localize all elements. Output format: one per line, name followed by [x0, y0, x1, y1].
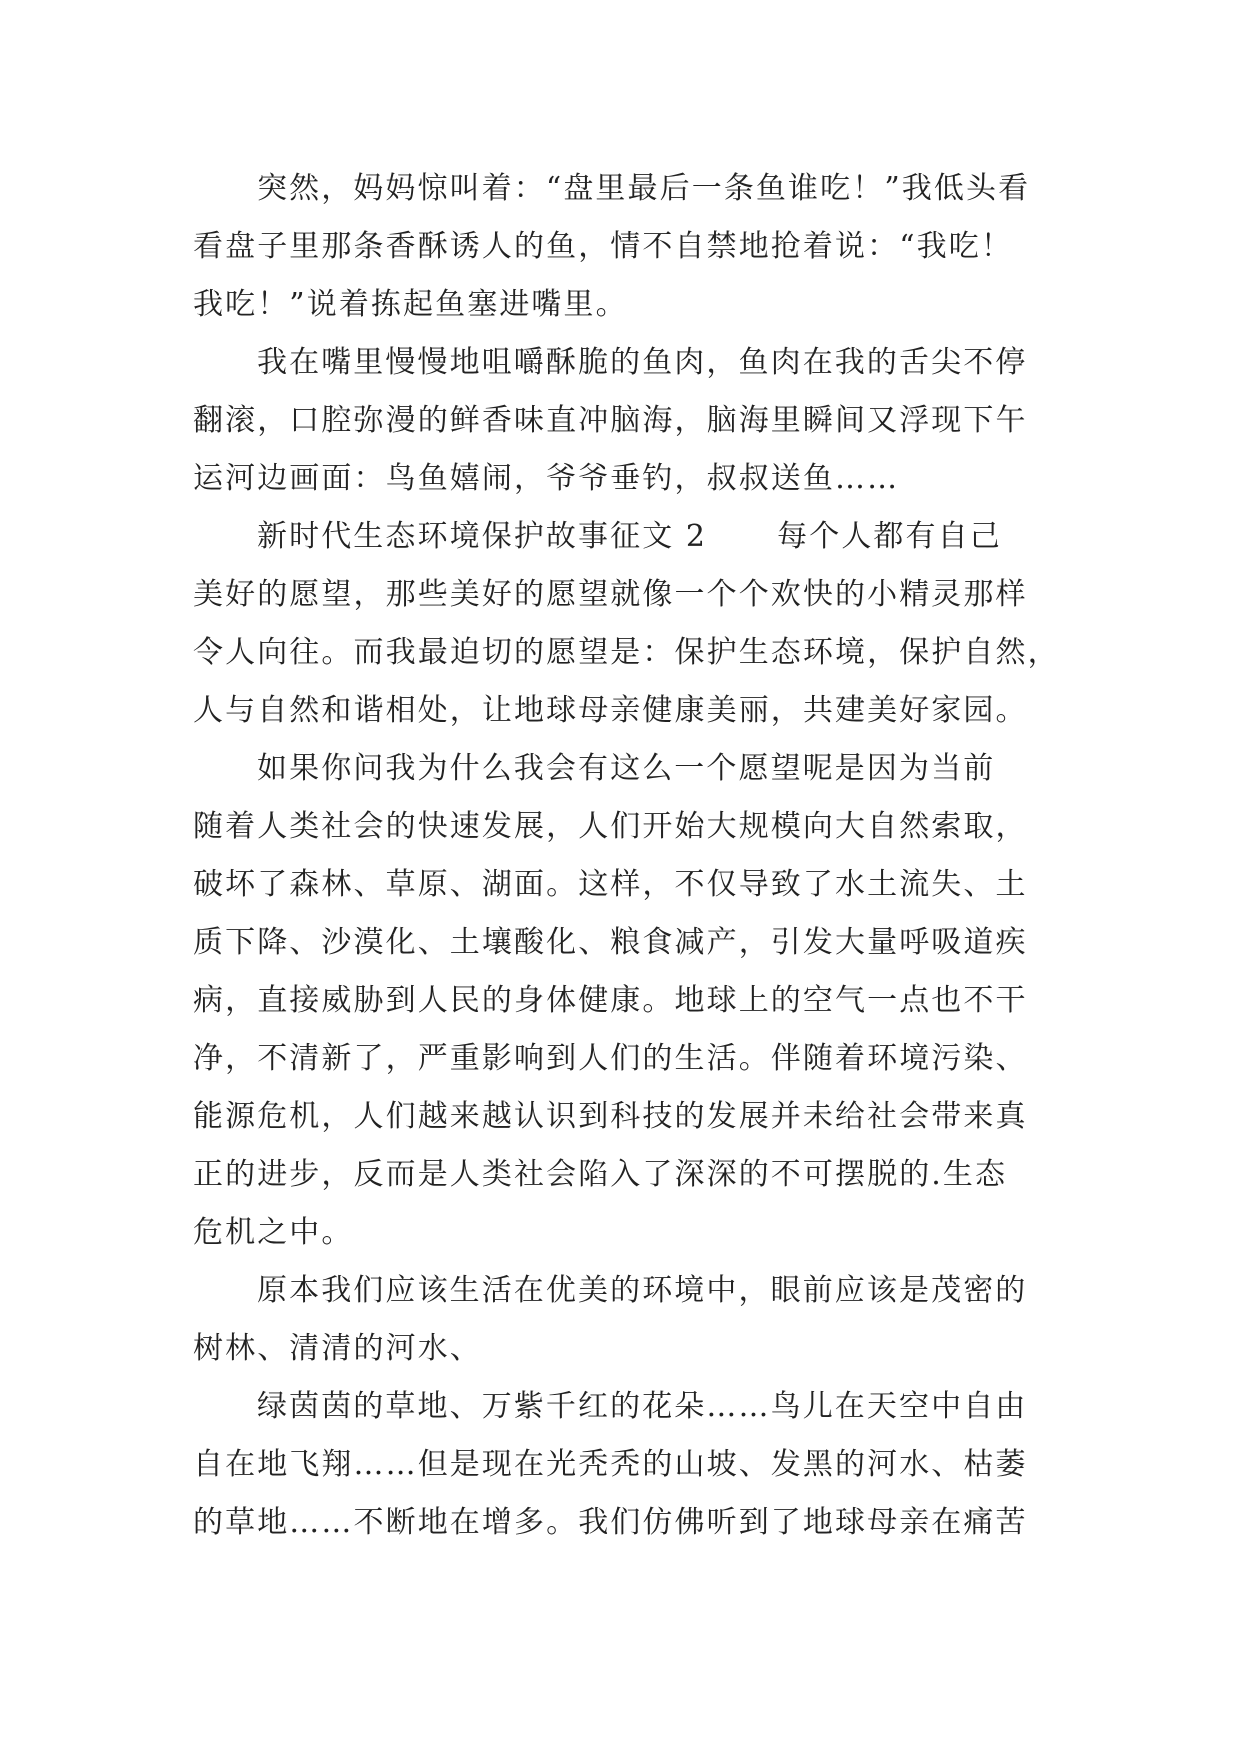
paragraph-line: 质下降、沙漠化、土壤酸化、粮食减产，引发大量呼吸道疾	[193, 925, 1028, 960]
section-title-line	[193, 508, 1063, 566]
paragraph-line: 我吃！”说着拣起鱼塞进嘴里。	[193, 287, 628, 322]
paragraph-line: 正的进步，反而是人类社会陷入了深深的不可摆脱的.生态	[193, 1157, 1008, 1192]
paragraph-line: 运河边画面：鸟鱼嬉闹，爷爷垂钓，叔叔送鱼……	[193, 461, 900, 496]
paragraph-line: 翻滚，口腔弥漫的鲜香味直冲脑海，脑海里瞬间又浮现下午	[193, 403, 1028, 438]
paragraph-line: 病，直接威胁到人民的身体健康。地球上的空气一点也不干	[193, 983, 1028, 1018]
paragraph-line: 破坏了森林、草原、湖面。这样，不仅导致了水土流失、土	[193, 867, 1028, 902]
paragraph-line: 我在嘴里慢慢地咀嚼酥脆的鱼肉，鱼肉在我的舌尖不停	[257, 345, 1028, 380]
paragraph-line: 危机之中。	[193, 1215, 354, 1250]
paragraph-line: 绿茵茵的草地、万紫千红的花朵……鸟儿在天空中自由	[257, 1389, 1028, 1424]
paragraph-line: 人与自然和谐相处，让地球母亲健康美丽，共建美好家园。	[193, 693, 1028, 728]
paragraph-line: 令人向往。而我最迫切的愿望是：保护生态环境，保护自然，	[193, 635, 1060, 670]
paragraph-start: 每个人都有自己	[777, 519, 1002, 554]
paragraph-line: 净，不清新了，严重影响到人们的生活。伴随着环境污染、	[193, 1041, 1028, 1076]
paragraph-line: 突然，妈妈惊叫着：“盘里最后一条鱼谁吃！”我低头看	[257, 171, 1031, 206]
section-title: 新时代生态环境保护故事征文 2	[257, 519, 708, 554]
document-page	[193, 160, 1063, 1552]
paragraph-line: 的草地……不断地在增多。我们仿佛听到了地球母亲在痛苦	[193, 1505, 1028, 1540]
paragraph-line: 美好的愿望，那些美好的愿望就像一个个欢快的小精灵那样	[193, 577, 1028, 612]
paragraph-line: 树林、清清的河水、	[193, 1331, 482, 1366]
paragraph-line: 自在地飞翔……但是现在光秃秃的山坡、发黑的河水、枯萎	[193, 1447, 1028, 1482]
paragraph-line: 如果你问我为什么我会有这么一个愿望呢是因为当前	[257, 751, 996, 786]
paragraph-line: 随着人类社会的快速发展，人们开始大规模向大自然索取，	[193, 809, 1028, 844]
paragraph-line: 看盘子里那条香酥诱人的鱼，情不自禁地抢着说：“我吃！	[193, 229, 1013, 264]
paragraph-line: 能源危机，人们越来越认识到科技的发展并未给社会带来真	[193, 1099, 1028, 1134]
paragraph-line: 原本我们应该生活在优美的环境中，眼前应该是茂密的	[257, 1273, 1028, 1308]
